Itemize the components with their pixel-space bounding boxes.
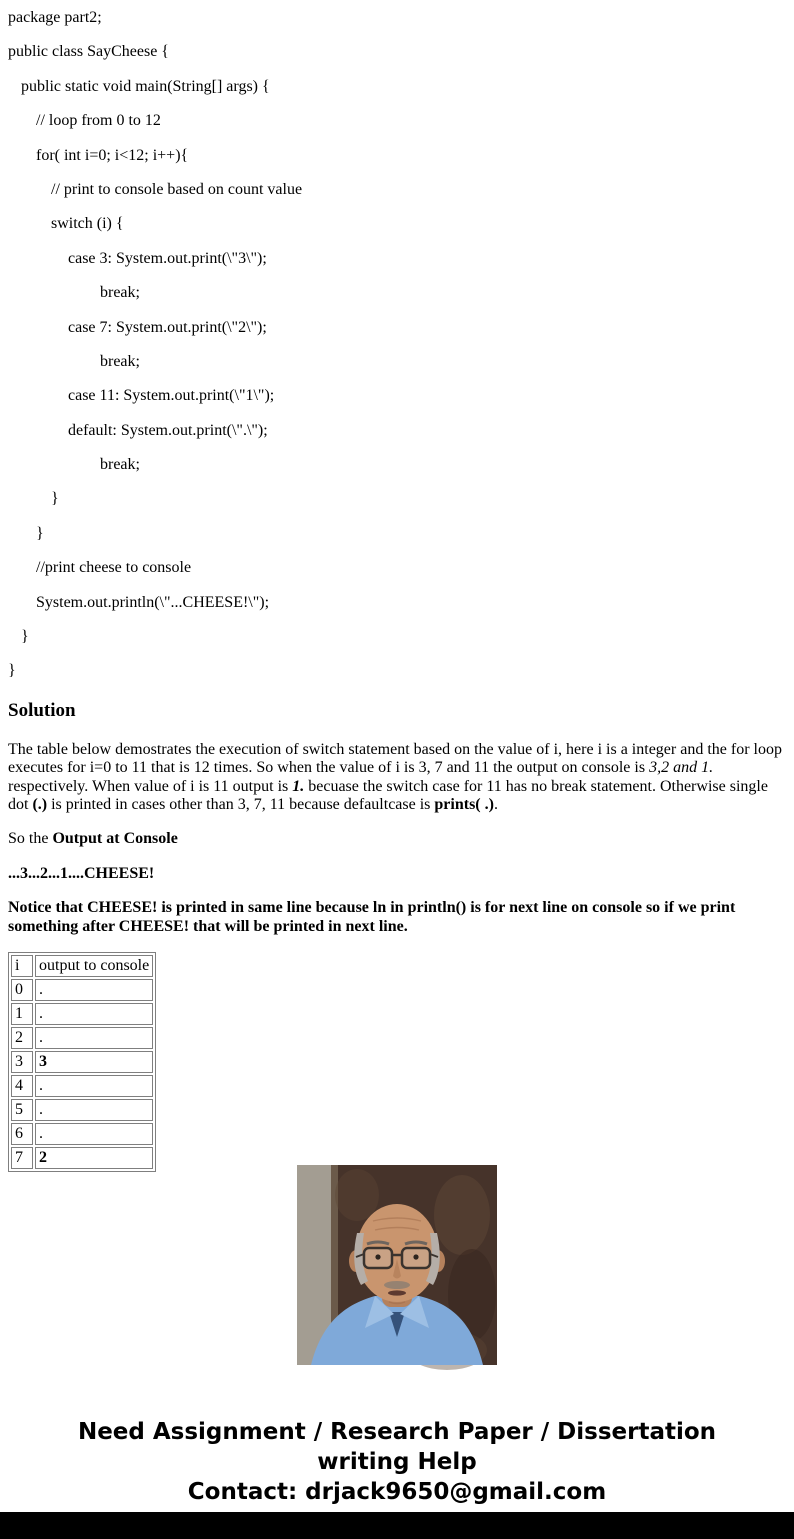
table-cell: 2 [35,1147,153,1169]
solution-paragraph-2 [8,830,786,848]
code-line: } [21,628,29,646]
text-segment: 3,2 and 1. [649,759,714,777]
table-cell: 0 [11,979,33,1001]
code-line: //print cheese to console [36,559,192,577]
table-cell: . [35,1123,153,1145]
table-header-row [11,955,153,977]
code-line: // print to console based on count value [51,180,303,198]
promo-text [0,1417,794,1507]
photo-mouth [388,1290,406,1295]
table-cell: . [35,1027,153,1049]
instructor-photo [297,1165,497,1365]
table-cell: 4 [11,1075,33,1097]
code-line: break; [100,456,140,474]
code-line: System.out.println(\"...CHEESE!\"); [36,593,270,611]
code-block [8,9,786,681]
code-line: for( int i=0; i<12; i++){ [36,146,189,164]
table-cell: . [35,1075,153,1097]
code-line: } [8,662,16,680]
output-table [8,952,156,1172]
text-segment: is printed in cases other than 3, 7, 11 because defaultcase is [47,795,435,813]
code-line: case 7: System.out.print(\"2\"); [68,318,267,336]
code-line: case 3: System.out.print(\"3\"); [68,249,267,267]
code-line: // loop from 0 to 12 [36,112,161,130]
text-segment: becuase the switch case for 11 has no break statement. Otherwise single dot [8,777,768,813]
table-row [11,1051,153,1073]
promo-contact: Contact: drjack9650@gmail.com [187,1478,607,1505]
solution-paragraph-1 [8,741,786,815]
table-cell: 3 [11,1051,33,1073]
table-row [11,1123,153,1145]
bottom-black-bar [0,1512,794,1539]
solution-heading: Solution [8,699,76,721]
code-line: break; [100,352,140,370]
table-cell: . [35,979,153,1001]
table-cell: 1 [11,1003,33,1025]
text-segment: Output at Console [52,830,178,848]
text-segment: 1. [292,777,305,795]
table-header-cell: i [11,955,33,977]
code-line: break; [100,284,140,302]
promo-banner [0,1165,794,1539]
code-line: package part2; [8,9,102,26]
table-cell: . [35,1003,153,1025]
text-segment: respectively. When value of i is 11 output is [8,777,293,795]
photo-eye-right [413,1254,418,1259]
table-cell: 6 [11,1123,33,1145]
code-line: case 11: System.out.print(\"1\"); [68,387,275,405]
text-segment: (.) [32,795,48,813]
table-cell: 3 [35,1051,153,1073]
notice-paragraph: Notice that CHEESE! is printed in same line because ln in println() is for next line on console so if we print something after CHEESE! that will be printed in next line. [8,899,736,935]
text-segment: . [493,795,498,813]
code-line: } [51,490,59,508]
text-segment: The table below demostrates the execution of switch statement based on the value of i, here i is a integer and the for loop executes for i=0 to 11 that is 12 times. So when the value of i is 3, 7 and 11 the output on console is [8,740,782,777]
table-cell: 7 [11,1147,33,1169]
console-output-line: ...3...2...1....CHEESE! [8,864,155,882]
table-cell: . [35,1099,153,1121]
code-line: } [36,524,44,542]
text-segment: So the [8,830,53,848]
table-row [11,1003,153,1025]
photo-eye-left [375,1254,380,1259]
table-header-cell: output to console [35,955,153,977]
promo-heading-line2: writing Help [317,1448,477,1475]
text-segment: prints( .) [434,795,494,813]
code-line: default: System.out.print(\".\"); [68,421,268,439]
table-cell: 2 [11,1027,33,1049]
table-row [11,979,153,1001]
table-body [11,979,153,1169]
photo-mustache [384,1281,410,1289]
code-line: public class SayCheese { [8,43,169,61]
table-row [11,1099,153,1121]
code-line: switch (i) { [51,215,124,233]
table-row [11,1027,153,1049]
table-row [11,1075,153,1097]
table-cell: 5 [11,1099,33,1121]
output-table-clip [8,952,786,1166]
instructor-portrait-drawing [297,1165,497,1365]
code-line: public static void main(String[] args) { [21,77,270,95]
promo-heading-line1: Need Assignment / Research Paper / Dissertation [77,1418,717,1445]
